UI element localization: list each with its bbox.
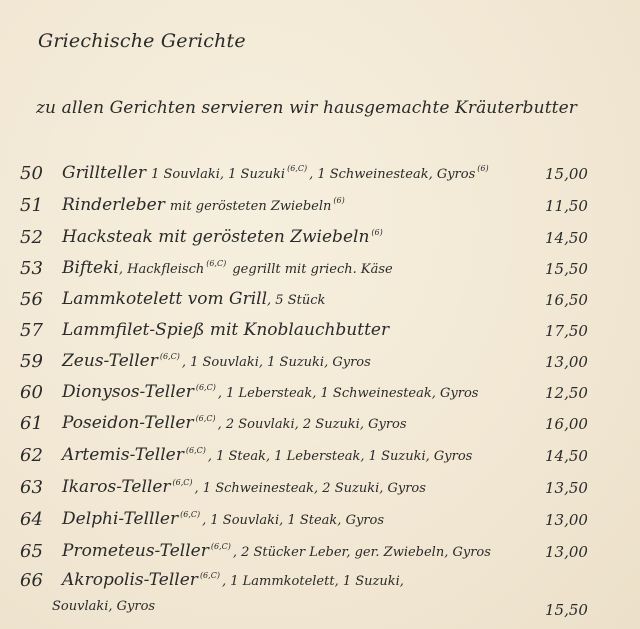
allergen-note: (6) <box>371 228 383 237</box>
item-description <box>62 351 371 371</box>
item-price: 13,00 <box>545 543 588 561</box>
item-description <box>62 258 393 278</box>
item-description <box>62 570 404 590</box>
allergen-note: (6,C) <box>180 510 201 519</box>
item-description <box>62 445 472 465</box>
item-number: 60 <box>20 382 43 403</box>
item-price: 13,00 <box>545 353 588 371</box>
item-detail: , 1 Souvlaki, 1 Steak, Gyros <box>202 513 385 528</box>
item-number: 64 <box>20 509 43 530</box>
item-price: 14,50 <box>545 229 588 247</box>
item-detail: gegrillt mit griech. Käse <box>228 262 393 277</box>
item-price: 13,50 <box>545 479 588 497</box>
menu-item <box>0 568 640 598</box>
item-price: 14,50 <box>545 447 588 465</box>
allergen-note: (6,C) <box>185 446 206 455</box>
item-name: Zeus-Teller <box>62 351 158 371</box>
menu-item <box>0 475 640 505</box>
item-detail: , 1 Souvlaki, 1 Suzuki, Gyros <box>181 355 371 370</box>
item-detail: , 5 Stück <box>267 293 326 308</box>
item-number: 66 <box>20 570 43 591</box>
item-price: 13,00 <box>545 511 588 529</box>
item-price: 15,50 <box>545 601 588 619</box>
item-detail: , 2 Souvlaki, 2 Suzuki, Gyros <box>217 417 407 432</box>
item-number: 56 <box>20 289 43 310</box>
menu-item <box>0 411 640 441</box>
allergen-note: (6) <box>333 196 345 205</box>
allergen-note: (6,C) <box>199 571 220 580</box>
item-name: Rinderleber <box>62 195 165 215</box>
allergen-note: (6,C) <box>195 414 216 423</box>
menu-item <box>0 225 640 255</box>
item-name: Hacksteak mit gerösteten Zwiebeln <box>62 227 370 247</box>
item-name: Bifteki <box>62 258 119 278</box>
item-number: 61 <box>20 413 43 434</box>
allergen-note: (6,C) <box>195 383 216 392</box>
item-description <box>62 227 385 247</box>
item-description <box>62 320 389 340</box>
item-name: Artemis-Teller <box>62 445 184 465</box>
item-name: Dionysos-Teller <box>62 382 194 402</box>
allergen-note: (6) <box>477 164 489 173</box>
item-price: 12,50 <box>545 384 588 402</box>
item-number: 51 <box>20 195 43 216</box>
item-name: Prometeus-Teller <box>62 541 209 561</box>
item-description <box>62 413 407 433</box>
item-number: 50 <box>20 163 43 184</box>
allergen-note: (6,C) <box>206 259 227 268</box>
item-price: 16,00 <box>545 415 588 433</box>
item-detail: , 1 Schweinesteak, Gyros <box>309 167 476 182</box>
menu-item <box>0 349 640 379</box>
menu-item <box>0 318 640 348</box>
menu-item <box>0 507 640 537</box>
item-number: 62 <box>20 445 43 466</box>
item-price: 11,50 <box>545 197 588 215</box>
item-name: Poseidon-Teller <box>62 413 194 433</box>
item-description <box>62 509 384 529</box>
allergen-note: (6,C) <box>159 352 180 361</box>
allergen-note: (6,C) <box>287 164 308 173</box>
menu-item <box>0 193 640 223</box>
item-price: 17,50 <box>545 322 588 340</box>
menu-item <box>0 287 640 317</box>
item-detail: , 1 Lebersteak, 1 Schweinesteak, Gyros <box>217 386 479 401</box>
page-title: Griechische Gerichte <box>38 30 246 52</box>
menu-item <box>0 443 640 473</box>
item-description <box>62 382 478 402</box>
item-detail: , 2 Stücker Leber, ger. Zwiebeln, Gyros <box>232 545 491 560</box>
item-name: Delphi-Telller <box>62 509 179 529</box>
item-description <box>62 195 347 215</box>
page-subtitle: zu allen Gerichten servieren wir hausgemachte Kräuterbutter <box>36 98 577 118</box>
item-name: Lammfilet-Spieß mit Knoblauchbutter <box>62 320 390 340</box>
item-detail: 1 Souvlaki, 1 Suzuki <box>151 167 286 182</box>
item-description <box>62 163 491 183</box>
item-description <box>62 477 426 497</box>
menu-item <box>0 161 640 191</box>
item-detail-continued: Souvlaki, Gyros <box>52 599 156 614</box>
item-detail: , 1 Steak, 1 Lebersteak, 1 Suzuki, Gyros <box>207 449 473 464</box>
menu-item <box>0 539 640 569</box>
item-number: 65 <box>20 541 43 562</box>
menu-item <box>0 256 640 286</box>
item-price: 16,50 <box>545 291 588 309</box>
item-number: 59 <box>20 351 43 372</box>
item-price: 15,50 <box>545 260 588 278</box>
menu-item <box>0 380 640 410</box>
item-description <box>62 289 325 309</box>
item-price: 15,00 <box>545 165 588 183</box>
item-number: 63 <box>20 477 43 498</box>
item-name: Lammkotelett vom Grill <box>62 289 268 309</box>
menu-item-continuation <box>0 597 640 627</box>
item-number: 52 <box>20 227 43 248</box>
item-name: Ikaros-Teller <box>62 477 171 497</box>
item-number: 57 <box>20 320 43 341</box>
item-number: 53 <box>20 258 43 279</box>
item-detail: mit gerösteten Zwiebeln <box>169 199 332 214</box>
allergen-note: (6,C) <box>172 478 193 487</box>
allergen-note: (6,C) <box>210 542 231 551</box>
item-name: Akropolis-Teller <box>62 570 198 590</box>
item-detail: , Hackfleisch <box>118 262 205 277</box>
item-detail: , 1 Lammkotelett, 1 Suzuki, <box>221 574 404 589</box>
item-name: Grillteller <box>62 163 146 183</box>
item-description <box>62 541 491 561</box>
item-detail: , 1 Schweinesteak, 2 Suzuki, Gyros <box>194 481 426 496</box>
